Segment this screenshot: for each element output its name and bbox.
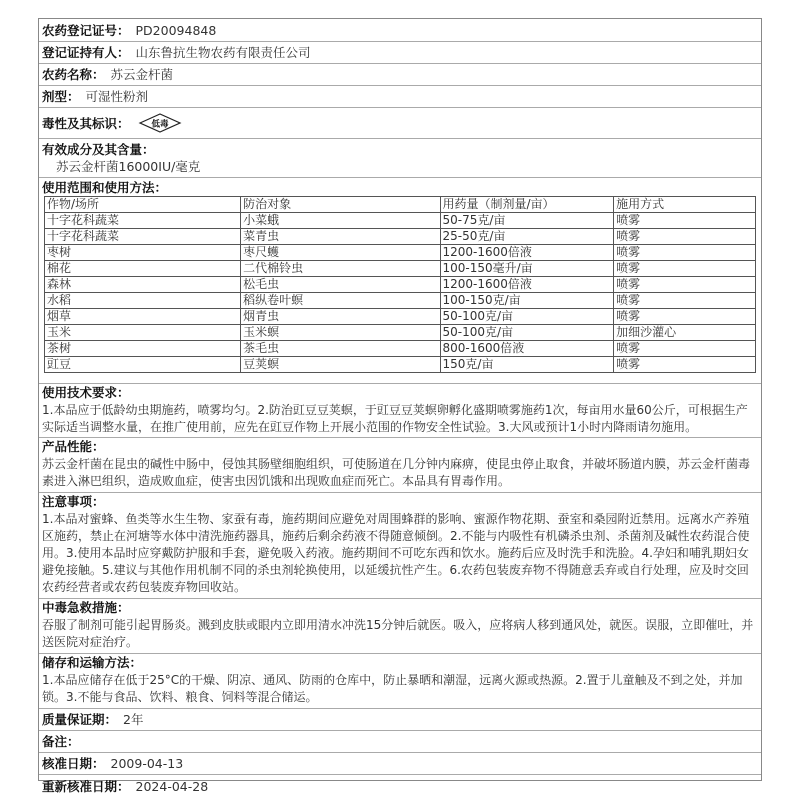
low-toxicity-diamond-icon xyxy=(138,113,182,133)
table-row xyxy=(45,293,756,309)
technical-label: 使用技术要求： xyxy=(42,385,130,400)
target-cell: 稻纵卷叶螟 xyxy=(241,293,440,309)
crop-cell: 枣树 xyxy=(45,245,241,261)
usage-label: 使用范围和使用方法： xyxy=(42,180,168,195)
target-cell: 玉米螟 xyxy=(241,325,440,341)
dosage-cell: 100-150毫升/亩 xyxy=(440,261,614,277)
header-dosage: 用药量（制剂量/亩） xyxy=(440,197,614,213)
ingredient-label: 有效成分及其含量： xyxy=(42,142,155,157)
approval-row xyxy=(39,753,761,775)
target-cell: 菜青虫 xyxy=(241,229,440,245)
registration-number: PD20094848 xyxy=(135,22,217,38)
firstaid-label: 中毒急救措施： xyxy=(42,600,130,615)
crop-cell: 十字花科蔬菜 xyxy=(45,229,241,245)
dosage-cell: 1200-1600倍液 xyxy=(440,245,614,261)
remarks-label: 备注： xyxy=(42,734,80,749)
toxicity-badge-text: 低毒 xyxy=(151,119,169,130)
method-cell: 喷雾 xyxy=(614,213,756,229)
crop-cell: 森林 xyxy=(45,277,241,293)
formulation-label: 剂型： xyxy=(42,89,80,104)
header-method: 施用方式 xyxy=(614,197,756,213)
crop-cell: 烟草 xyxy=(45,309,241,325)
crop-cell: 茶树 xyxy=(45,341,241,357)
dosage-cell: 1200-1600倍液 xyxy=(440,277,614,293)
method-cell: 喷雾 xyxy=(614,293,756,309)
crop-cell: 玉米 xyxy=(45,325,241,341)
formulation-value: 可湿性粉剂 xyxy=(85,89,149,104)
remarks-row xyxy=(39,731,761,753)
warranty-label: 质量保证期： xyxy=(42,712,118,727)
table-row xyxy=(45,309,756,325)
header-crop: 作物/场所 xyxy=(45,197,241,213)
toxicity-label: 毒性及其标识： xyxy=(42,115,130,131)
storage-text: 1.本品应储存在低于25°C的干燥、阴凉、通风、防雨的仓库中，防止暴晒和潮湿，远离火源或热源。2.置于儿童触及不到之处，并加锁。3.不能与食品、饮料、粮食、饲料等混合储运。 xyxy=(42,673,743,704)
table-row xyxy=(45,277,756,293)
target-cell: 二代棉铃虫 xyxy=(241,261,440,277)
dosage-cell: 150克/亩 xyxy=(440,357,614,373)
method-cell: 喷雾 xyxy=(614,261,756,277)
dosage-cell: 50-100克/亩 xyxy=(440,309,614,325)
method-cell: 喷雾 xyxy=(614,245,756,261)
precautions-section xyxy=(39,493,761,599)
dosage-cell: 50-100克/亩 xyxy=(440,325,614,341)
dosage-cell: 50-75克/亩 xyxy=(440,213,614,229)
precautions-label: 注意事项： xyxy=(42,494,105,509)
toxicity-row xyxy=(39,108,761,139)
method-cell: 喷雾 xyxy=(614,341,756,357)
name-label: 农药名称： xyxy=(42,67,105,82)
table-row xyxy=(45,261,756,277)
technical-section xyxy=(39,384,761,438)
registration-label: 农药登记证号： xyxy=(42,22,130,38)
warranty-value: 2年 xyxy=(123,712,144,727)
name-row xyxy=(39,64,761,86)
header-target: 防治对象 xyxy=(241,197,440,213)
table-row xyxy=(45,341,756,357)
table-row xyxy=(45,229,756,245)
crop-cell: 十字花科蔬菜 xyxy=(45,213,241,229)
ingredient-value: 苏云金杆菌16000IU/毫克 xyxy=(56,159,201,174)
formulation-row xyxy=(39,86,761,108)
target-cell: 松毛虫 xyxy=(241,277,440,293)
dosage-cell: 25-50克/亩 xyxy=(440,229,614,245)
firstaid-text: 吞服了制剂可能引起胃肠炎。溅到皮肤或眼内立即用清水冲洗15分钟后就医。吸入，应将病人移到通风处，就医。误服，立即催吐，并送医院对症治疗。 xyxy=(42,618,754,649)
ingredient-row xyxy=(39,139,761,178)
technical-text: 1.本品应于低龄幼虫期施药，喷雾均匀。2.防治豇豆豆荚螟，于豇豆豆荚螟卵孵化盛期喷雾施药1次，每亩用水量60公斤，可根据生产实际适当调整水量，在推广使用前，应先在豇豆作物上开展小范围的作物安全性试验。3.大风或预计1小时内降雨请勿施用。 xyxy=(42,403,748,434)
crop-cell: 棉花 xyxy=(45,261,241,277)
method-cell: 加细沙灌心 xyxy=(614,325,756,341)
approval-label: 核准日期： xyxy=(42,756,105,771)
registration-row xyxy=(39,19,761,42)
storage-section xyxy=(39,654,761,709)
crop-cell: 豇豆 xyxy=(45,357,241,373)
table-row xyxy=(45,357,756,373)
reapproval-date: 2024-04-28 xyxy=(135,778,209,794)
usage-table-header xyxy=(45,197,756,213)
firstaid-section xyxy=(39,599,761,654)
table-row xyxy=(45,325,756,341)
reapproval-row xyxy=(39,775,761,797)
target-cell: 枣尺蠖 xyxy=(241,245,440,261)
storage-label: 储存和运输方法： xyxy=(42,655,143,670)
holder-value: 山东鲁抗生物农药有限责任公司 xyxy=(135,45,311,60)
dosage-cell: 800-1600倍液 xyxy=(440,341,614,357)
target-cell: 小菜蛾 xyxy=(241,213,440,229)
reapproval-label: 重新核准日期： xyxy=(42,778,130,794)
holder-row xyxy=(39,42,761,64)
performance-text: 苏云金杆菌在昆虫的碱性中肠中，侵蚀其肠壁细胞组织，可使肠道在几分钟内麻痹，使昆虫停止取食，并破坏肠道内膜，苏云金杆菌毒素进入淋巴组织，造成败血症，使害虫因饥饿和出现败血症而死亡。本品具有胃毒作用。 xyxy=(42,457,751,488)
name-value: 苏云金杆菌 xyxy=(110,67,174,82)
usage-section xyxy=(39,178,761,384)
precautions-text: 1.本品对蜜蜂、鱼类等水生生物、家蚕有毒，施药期间应避免对周围蜂群的影响、蜜源作物花期、蚕室和桑园附近禁用。远离水产养殖区施药，禁止在河塘等水体中清洗施药器具，施药后剩余药液不得随意倾倒。2.不能与内吸性有机磷杀虫剂、杀菌剂及碱性农药混合使用。3.使用本品时应穿戴防护服和手套，避免吸入药液。施药期间不可吃东西和饮水。施药后应及时洗手和洗脸。4.孕妇和哺乳期妇女避免接触。5.建议与其他作用机制不同的杀虫剂轮换使用，以延缓抗性产生。6.农药包装废弃物不得随意丢弃或自行处理，应及时交回农药经营者或农药包装废弃物回收站。 xyxy=(42,512,750,594)
holder-label: 登记证持有人： xyxy=(42,45,130,60)
method-cell: 喷雾 xyxy=(614,309,756,325)
dosage-cell: 100-150克/亩 xyxy=(440,293,614,309)
target-cell: 烟青虫 xyxy=(241,309,440,325)
usage-table xyxy=(44,196,756,373)
table-row xyxy=(45,245,756,261)
table-row xyxy=(45,213,756,229)
approval-date: 2009-04-13 xyxy=(110,756,184,771)
method-cell: 喷雾 xyxy=(614,229,756,245)
performance-label: 产品性能： xyxy=(42,439,105,454)
crop-cell: 水稻 xyxy=(45,293,241,309)
target-cell: 豆荚螟 xyxy=(241,357,440,373)
method-cell: 喷雾 xyxy=(614,357,756,373)
warranty-row xyxy=(39,709,761,731)
performance-section xyxy=(39,438,761,493)
pesticide-label-sheet xyxy=(38,18,762,794)
method-cell: 喷雾 xyxy=(614,277,756,293)
target-cell: 茶毛虫 xyxy=(241,341,440,357)
